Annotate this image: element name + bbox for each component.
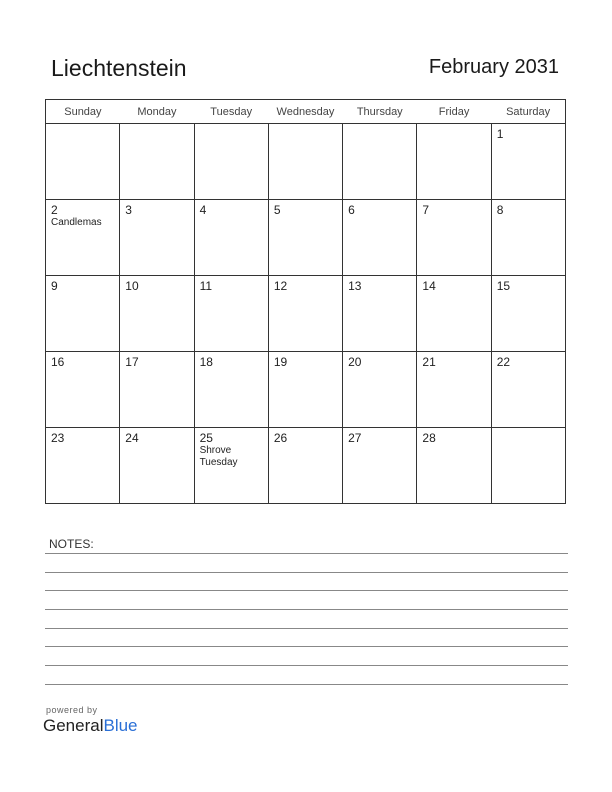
day-number: 3: [125, 203, 132, 217]
day-number: 23: [51, 431, 65, 445]
day-cell[interactable]: [46, 124, 120, 200]
day-cell[interactable]: [194, 352, 268, 428]
day-cell[interactable]: [343, 276, 417, 352]
day-cell[interactable]: [417, 200, 491, 276]
day-number: 18: [199, 355, 213, 369]
day-cell[interactable]: [268, 428, 342, 504]
day-number: 20: [348, 355, 362, 369]
day-number: 12: [273, 279, 288, 293]
day-cell[interactable]: [491, 124, 565, 200]
note-line: [45, 609, 568, 610]
day-cell[interactable]: [268, 124, 342, 200]
day-cell[interactable]: [46, 352, 120, 428]
weekday-saturday: Saturday: [491, 100, 565, 124]
weekday-monday: Monday: [120, 100, 194, 124]
holiday-label: Shrove Tuesday: [199, 445, 238, 468]
day-cell[interactable]: [491, 352, 565, 428]
day-cell[interactable]: [491, 200, 565, 276]
week-row: [46, 124, 566, 200]
day-number: 11: [199, 279, 213, 293]
day-cell[interactable]: [194, 200, 268, 276]
day-number: 6: [348, 203, 355, 217]
day-number: 21: [422, 355, 436, 369]
day-number: 5: [273, 203, 281, 217]
weekday-header-row: [46, 100, 566, 124]
day-cell[interactable]: [417, 276, 491, 352]
day-number: 4: [199, 203, 207, 217]
day-cell[interactable]: [120, 276, 194, 352]
generalblue-logo[interactable]: [43, 716, 138, 736]
day-cell[interactable]: [120, 428, 194, 504]
day-number: 1: [496, 127, 504, 141]
country-title: Liechtenstein: [51, 55, 187, 81]
week-row: [46, 200, 566, 276]
note-line: [45, 628, 568, 629]
day-cell[interactable]: [194, 276, 268, 352]
day-cell[interactable]: [194, 428, 268, 504]
day-cell[interactable]: [120, 352, 194, 428]
day-cell[interactable]: [268, 276, 342, 352]
week-row: [46, 352, 566, 428]
day-number: 7: [422, 203, 430, 217]
day-cell[interactable]: [417, 124, 491, 200]
weekday-tuesday: Tuesday: [194, 100, 268, 124]
day-number: 19: [273, 355, 288, 369]
day-number: 15: [496, 279, 511, 293]
day-cell[interactable]: [343, 124, 417, 200]
day-number: 26: [273, 431, 288, 445]
day-cell[interactable]: [46, 276, 120, 352]
day-number: 13: [348, 279, 362, 293]
weekday-friday: Friday: [417, 100, 491, 124]
day-cell[interactable]: [268, 352, 342, 428]
notes-label: NOTES:: [49, 537, 94, 551]
month-year-title: February 2031: [428, 56, 559, 78]
day-number: 10: [125, 279, 139, 293]
day-cell[interactable]: [120, 124, 194, 200]
calendar-grid: [45, 99, 566, 504]
week-row: [46, 428, 566, 504]
brand-blue-text: Blue: [103, 716, 138, 735]
day-number: 14: [422, 279, 436, 293]
day-number: 2: [51, 203, 58, 217]
note-line: [45, 646, 568, 647]
day-number: 22: [496, 355, 511, 369]
day-number: 28: [422, 431, 436, 445]
day-cell[interactable]: [343, 352, 417, 428]
day-cell[interactable]: [343, 200, 417, 276]
day-cell[interactable]: [343, 428, 417, 504]
day-number: 16: [51, 355, 65, 369]
day-cell[interactable]: [268, 200, 342, 276]
note-line: [45, 665, 568, 666]
day-cell[interactable]: [491, 428, 565, 504]
day-cell[interactable]: [46, 428, 120, 504]
day-cell[interactable]: [46, 200, 120, 276]
day-cell[interactable]: [417, 428, 491, 504]
brand-general-text: General: [43, 716, 104, 735]
day-number: 17: [125, 355, 139, 369]
day-number: 25: [199, 431, 213, 445]
note-line: [45, 590, 568, 591]
weekday-thursday: Thursday: [343, 100, 417, 124]
day-number: 27: [348, 431, 362, 445]
day-cell[interactable]: [417, 352, 491, 428]
note-line: [45, 684, 568, 685]
powered-by-text: powered by: [46, 705, 98, 715]
day-number: 9: [51, 279, 58, 293]
day-number: 8: [496, 203, 504, 217]
holiday-label: Candlemas: [51, 217, 102, 228]
day-number: 24: [125, 431, 139, 445]
note-line: [45, 553, 568, 554]
weekday-sunday: Sunday: [46, 100, 120, 124]
note-line: [45, 572, 568, 573]
week-row: [46, 276, 566, 352]
day-cell[interactable]: [194, 124, 268, 200]
day-cell[interactable]: [120, 200, 194, 276]
weekday-wednesday: Wednesday: [268, 100, 342, 124]
day-cell[interactable]: [491, 276, 565, 352]
